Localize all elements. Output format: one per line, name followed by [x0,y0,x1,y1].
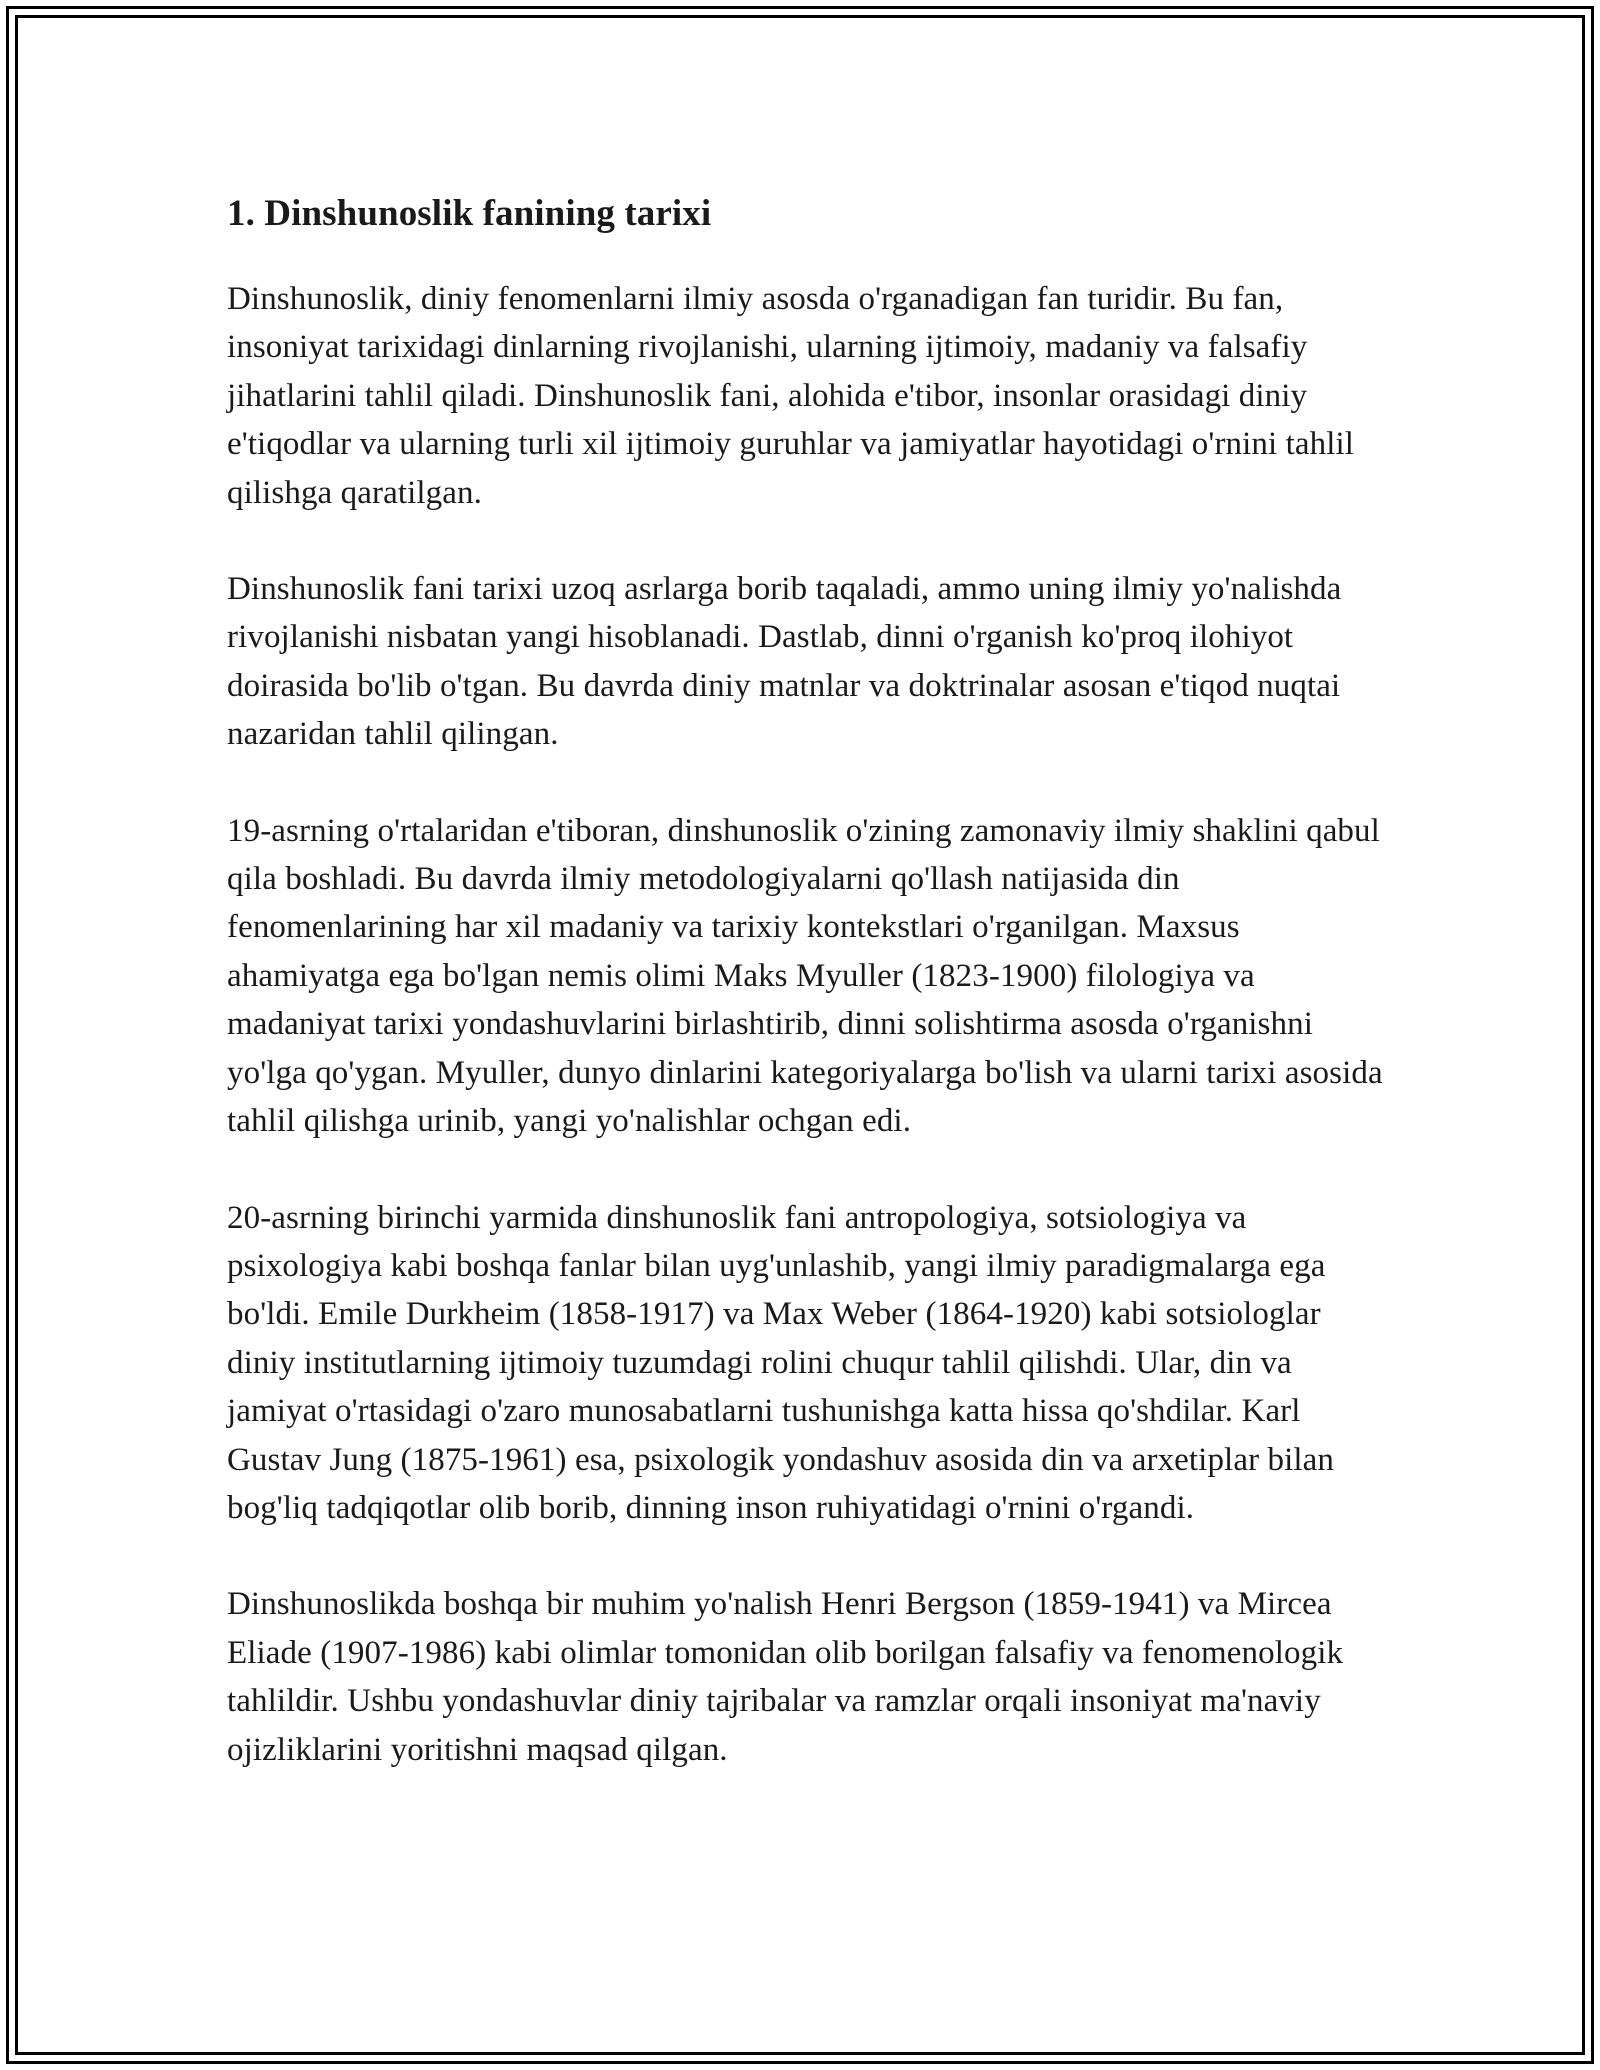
document-body [227,184,1387,1774]
paragraph-5: Dinshunoslikda boshqa bir muhim yo'nalish Henri Bergson (1859-1941) va Mircea Eliade (1907-1986) kabi olimlar tomonidan olib borilgan falsafiy va fenomenologik tahlildir. Ushbu yondashuvlar diniy tajribalar va ramzlar orqali insoniyat ma'naviy ojizliklarini yoritishni maqsad qilgan. [227,1586,1344,1768]
section-heading: 1. Dinshunoslik fanining tarixi [227,193,712,234]
paragraph-2: Dinshunoslik fani tarixi uzoq asrlarga borib taqaladi, ammo uning ilmiy yo'nalishda rivojlanishi nisbatan yangi hisoblanadi. Dastlab, dinni o'rganish ko'proq ilohiyot doirasida bo'lib o'tgan. Bu davrda diniy matnlar va doktrinalar asosan e'tiqod nuqtai nazaridan tahlil qilingan. [227,571,1342,753]
paragraph-3: 19-asrning o'rtalaridan e'tiboran, dinshunoslik o'zining zamonaviy ilmiy shaklini qabul qila boshladi. Bu davrda ilmiy metodologiyalarni qo'llash natijasida din fenomenlarining har xil madaniy va tarixiy kontekstlari o'rganilgan. Maxsus ahamiyatga ega bo'lgan nemis olimi Maks Myuller (1823-1900) filologiya va madaniyat tarixi yondashuvlarini birlashtirib, dinni solishtirma asosda o'rganishni yo'lga qo'ygan. Myuller, dunyo dinlarini kategoriyalarga bo'lish va ularni tarixi asosida tahlil qilishga urinib, yangi yo'nalishlar ochgan edi. [227,812,1383,1140]
paragraph-4: 20-asrning birinchi yarmida dinshunoslik fani antropologiya, sotsiologiya va psixologiya kabi boshqa fanlar bilan uyg'unlashib, yangi ilmiy paradigmalarga ega bo'ldi. Emile Durkheim (1858-1917) va Max Weber (1864-1920) kabi sotsiologlar diniy institutlarning ijtimoiy tuzumdagi rolini chuqur tahlil qilishdi. Ular, din va jamiyat o'rtasidagi o'zaro munosabatlarni tushunishga katta hissa qo'shdilar. Karl Gustav Jung (1875-1961) esa, psixologik yondashuv asosida din va arxetiplar bilan bog'liq tadqiqotlar olib borib, dinning inson ruhiyatidagi o'rnini o'rgandi. [227,1199,1334,1526]
paragraph-1: Dinshunoslik, diniy fenomenlarni ilmiy asosda o'rganadigan fan turidir. Bu fan, insoniyat tarixidagi dinlarning rivojlanishi, ularning ijtimoiy, madaniy va falsafiy jihatlarini tahlil qiladi. Dinshunoslik fani, alohida e'tibor, insonlar orasidagi diniy e'tiqodlar va ularning turli xil ijtimoiy guruhlar va jamiyatlar hayotidagi o'rnini tahlil qilishga qaratilgan. [227,281,1355,511]
